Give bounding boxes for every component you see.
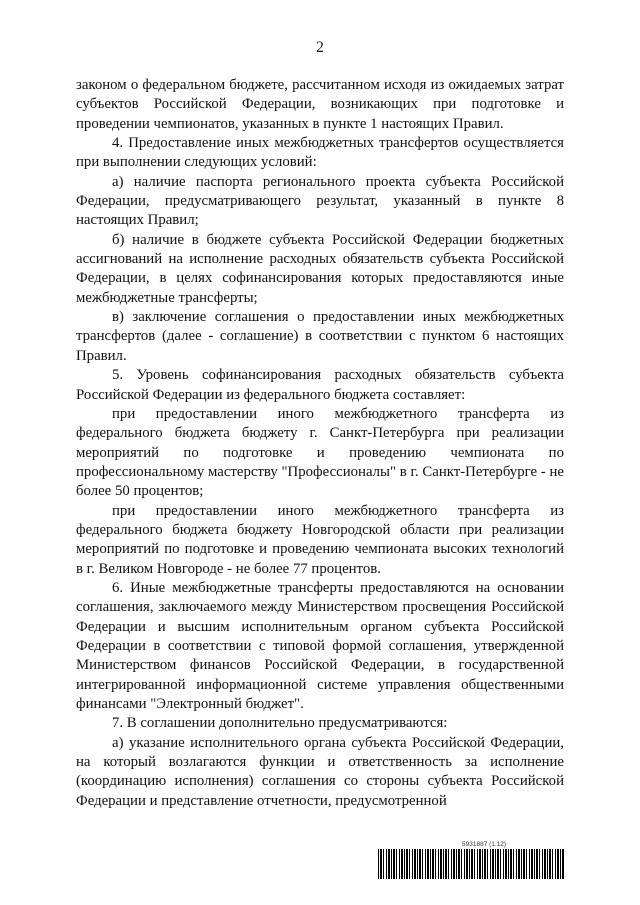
paragraph: 7. В соглашении дополнительно предусматриваются: xyxy=(112,715,448,732)
document-body xyxy=(76,76,564,811)
paragraph: 6. Иные межбюджетные трансферты предоставляются на основании соглашения, заключаемого между Министерством просвещения Российской Федерации и высшим исполнительным органом субъекта Российской Федерации в соответствии с типовой формой соглашения, утвержденной Министерством финансов Российской Федерации, в государственной интегрированной информационной системе управления общественными финансами "Электронный бюджет". xyxy=(76,579,564,712)
barcode xyxy=(378,849,564,879)
paragraph: законом о федеральном бюджете, рассчитанном исходя из ожидаемых затрат субъектов Российской Федерации, возникающих при подготовке и проведении чемпионатов, указанных в пункте 1 настоящих Правил. xyxy=(76,77,564,132)
paragraph: а) наличие паспорта регионального проекта субъекта Российской Федерации, предусматривающего результат, указанный в пункте 8 настоящих Правил; xyxy=(76,173,564,229)
paragraph: при предоставлении иного межбюджетного трансферта из федерального бюджета бюджету Новгородской области при реализации мероприятий по подготовке и проведению чемпионата высоких технологий в г. Великом Новгороде - не более 77 процентов. xyxy=(76,502,564,577)
paragraph: а) указание исполнительного органа субъекта Российской Федерации, на который возлагаются функции и ответственность за исполнение (координацию исполнения) соглашения со стороны субъекта Российской Федерации и представление отчетности, предусмотренной xyxy=(76,734,564,809)
paragraph: 5. Уровень софинансирования расходных обязательств субъекта Российской Федерации из федерального бюджета составляет: xyxy=(76,367,564,403)
paragraph: при предоставлении иного межбюджетного трансферта из федерального бюджета бюджету г. Санкт-Петербурга при реализации мероприятий по подготовке и проведению чемпионата по профессиональному мастерству "Профессионалы" в г. Санкт-Петербурге - не более 50 процентов; xyxy=(76,405,564,500)
paragraph: в) заключение соглашения о предоставлении иных межбюджетных трансфертов (далее - соглашение) в соответствии с пунктом 6 настоящих Правил. xyxy=(76,309,564,364)
page-number: 2 xyxy=(316,39,324,56)
document-code: 5931887 (1.12) xyxy=(462,841,507,848)
paragraph: 4. Предоставление иных межбюджетных трансфертов осуществляется при выполнении следующих условий: xyxy=(76,135,564,171)
paragraph: б) наличие в бюджете субъекта Российской Федерации бюджетных ассигнований на исполнение расходных обязательств субъекта Российской Федерации, в целях софинансирования которых предоставляются иные межбюджетные трансферты; xyxy=(76,231,564,306)
